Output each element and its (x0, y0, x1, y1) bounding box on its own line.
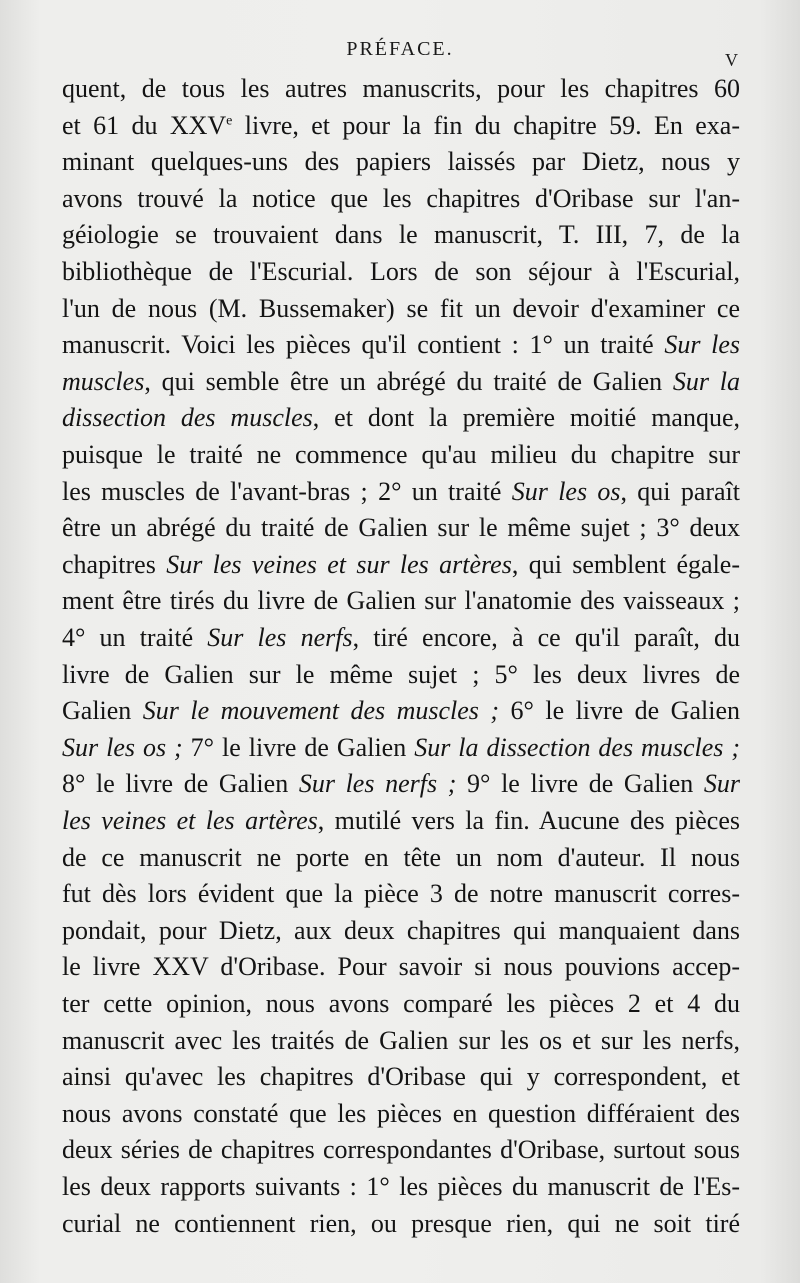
text-line (62, 1060, 740, 1097)
text-run: pondait, pour Dietz, aux deux chapitres qui manquaient dans (62, 915, 740, 945)
superscript: e (226, 112, 233, 128)
text-run: bibliothèque de l'Escurial. Lors de son séjour à l'Escurial, (62, 257, 740, 286)
text-run: le livre XXV d'Oribase. Pour savoir si nous pouvions accep- (62, 952, 740, 982)
text-line (62, 767, 740, 804)
text-line (62, 218, 740, 255)
text-run: quent, de tous les autres manuscrits, pour les chapitres 60 (62, 74, 740, 103)
italic-title: les veines et les artères (62, 806, 318, 835)
text-run: de ce manuscrit ne porte en tête un nom d'auteur. Il nous (62, 842, 740, 872)
text-run: , qui semble être un abrégé du traité de Galien (144, 366, 673, 396)
italic-title: Sur les os (511, 476, 621, 506)
text-run: deux séries de chapitres correspondantes d'Oribase, surtout sous (62, 1135, 740, 1165)
text-run: livre, et pour la fin du chapitre 59. En exa- (232, 110, 741, 140)
text-run: géiologie se trouvaient dans le manuscrit, T. III, 7, de la (62, 220, 740, 250)
page-title: PRÉFACE. (346, 38, 454, 60)
text-line (62, 255, 740, 292)
text-run: les muscles de l'avant-bras ; 2° un traité (62, 476, 512, 506)
text-run: manuscrit. Voici les pièces qu'il contient : 1° un traité (62, 330, 665, 360)
text-run: chapitres (62, 549, 167, 579)
text-line (62, 292, 740, 329)
italic-title: Sur le mouvement des muscles ; (142, 696, 500, 726)
text-line (62, 1133, 740, 1170)
text-line (62, 658, 740, 695)
text-run: livre de Galien sur le même sujet ; 5° les deux livres de (62, 659, 740, 689)
text-line (62, 584, 740, 621)
text-run: les deux rapports suivants : 1° les pièces du manuscrit de l'Es- (62, 1172, 740, 1201)
text-line (62, 72, 740, 109)
text-line (62, 1207, 740, 1244)
text-run: 9° le livre de Galien (456, 769, 704, 799)
text-run: nous avons constaté que les pièces en question différaient des (62, 1098, 740, 1128)
text-line (62, 987, 740, 1024)
italic-title: Sur les nerfs ; (298, 769, 457, 799)
text-line (62, 109, 740, 146)
text-run: ter cette opinion, nous avons comparé les pièces 2 et 4 du (62, 989, 740, 1018)
text-line (62, 1097, 740, 1134)
italic-title: dissection des muscles (62, 403, 313, 433)
text-line (62, 694, 740, 731)
text-run: , tiré encore, à ce qu'il paraît, du (352, 623, 740, 652)
text-line (62, 1170, 740, 1207)
text-line (62, 328, 740, 365)
text-run: être un abrégé du traité de Galien sur le même sujet ; 3° deux (62, 513, 740, 543)
text-run: 4° un traité (62, 623, 208, 652)
text-line (62, 804, 740, 841)
page-number: V (725, 50, 738, 70)
text-run: avons trouvé la notice que les chapitres d'Oribase sur l'an- (62, 183, 740, 213)
italic-title: Sur la (672, 366, 741, 396)
text-run: 8° le livre de Galien (62, 769, 299, 799)
text-run: puisque le traité ne commence qu'au milieu du chapitre sur (62, 440, 740, 469)
running-header (0, 38, 800, 68)
text-run: curial ne contiennent rien, ou presque rien, qui ne soit tiré (62, 1208, 740, 1238)
text-line (62, 877, 740, 914)
text-run: 6° le livre de Galien (499, 696, 740, 726)
text-run: ainsi qu'avec les chapitres d'Oribase qui y correspondent, et (62, 1062, 740, 1092)
text-run: , et dont la première moitié manque, (312, 403, 741, 433)
text-line (62, 1024, 740, 1061)
text-line (62, 548, 740, 585)
italic-title: muscles (62, 366, 145, 396)
text-run: l'un de nous (M. Bussemaker) se fit un devoir d'examiner ce (62, 293, 740, 323)
text-line (62, 914, 740, 951)
text-run: fut dès lors évident que la pièce 3 de notre manuscrit corres- (62, 879, 740, 909)
text-run: ment être tirés du livre de Galien sur l'anatomie des vaisseaux ; (62, 586, 740, 616)
text-run: manuscrit avec les traités de Galien sur les os et sur les nerfs, (62, 1025, 740, 1055)
italic-title: Sur les nerfs (207, 623, 353, 652)
text-run: , qui paraît (620, 476, 741, 506)
italic-title: Sur (703, 769, 740, 799)
text-line (62, 511, 740, 548)
italic-title: Sur les os ; (62, 732, 183, 762)
text-run: , qui semblent égale- (511, 549, 740, 579)
text-line (62, 621, 740, 658)
text-line (62, 731, 740, 768)
italic-title: Sur les veines et sur les artères (166, 549, 512, 579)
text-line (62, 475, 740, 512)
text-line (62, 182, 740, 219)
text-run: et 61 du XXV (62, 110, 227, 140)
text-line (62, 365, 740, 402)
text-run: , mutilé vers la fin. Aucune des pièces (317, 806, 740, 835)
text-line (62, 145, 740, 182)
text-run: Galien (62, 696, 143, 726)
italic-title: Sur la dissection des muscles ; (414, 732, 741, 762)
text-line (62, 841, 740, 878)
text-run: 7° le livre de Galien (182, 732, 415, 762)
text-line (62, 401, 740, 438)
italic-title: Sur les (664, 330, 741, 360)
text-line (62, 438, 740, 475)
text-run: minant quelques-uns des papiers laissés par Dietz, nous y (62, 147, 740, 177)
text-line (62, 950, 740, 987)
